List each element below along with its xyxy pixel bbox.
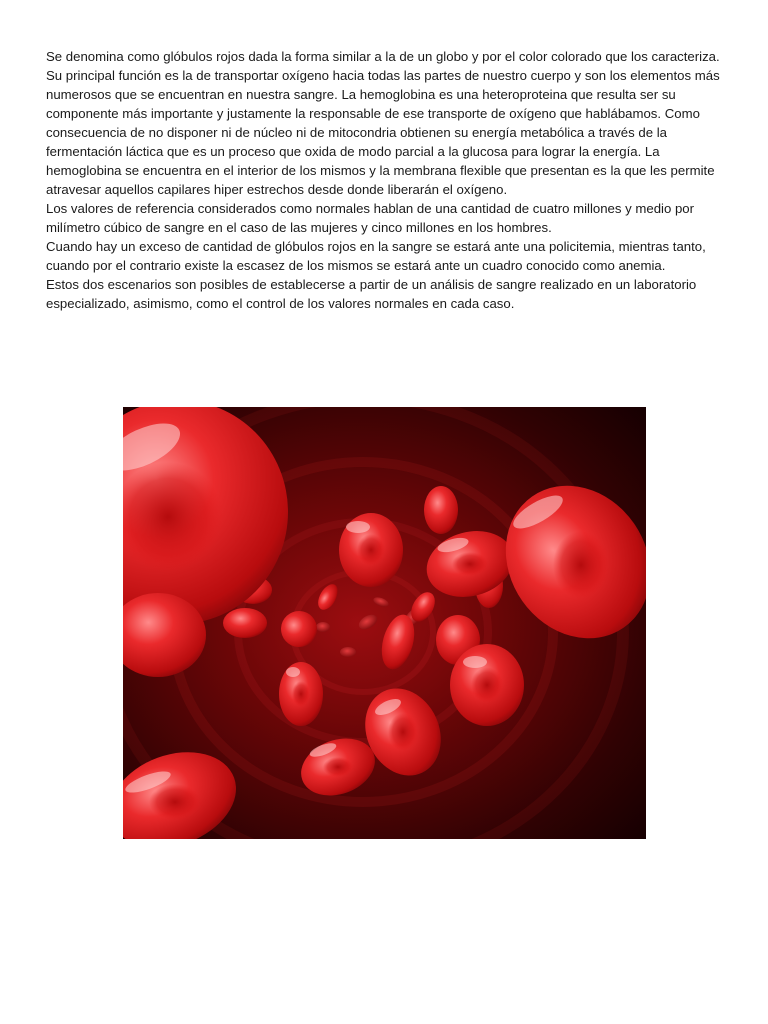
body-text: [46, 47, 726, 313]
paragraph-function: Su principal función es la de transportar oxígeno hacia todas las partes de nuestro cuerpo y son los elementos más numerosos que se encuentran en nuestra sangre. La hemoglobina es una heteroproteina que resulta ser su componente más importante y justamente la responsable de ese transporte de oxígeno que hablábamos. Como consecuencia de no disponer ni de núcleo ni de mitocondria obtienen su energía metabólica a través de la fermentación láctica que es un proceso que oxida de modo parcial a la glucosa para lograr la energía. La hemoglobina se encuentra en el interior de los mismos y la membrana flexible que presentan es la que les permite atravesar aquellos capilares hiper estrechos desde donde liberarán el oxígeno.: [46, 68, 720, 197]
paragraph-analysis: Estos dos escenarios son posibles de establecerse a partir de un análisis de sangre realizado en un laboratorio especializado, asimismo, como el control de los valores normales en cada caso.: [46, 277, 697, 311]
red-blood-cells-image: [123, 407, 646, 839]
paragraph-reference-values: Los valores de referencia considerados como normales hablan de una cantidad de cuatro millones y medio por milímetro cúbico de sangre en el caso de las mujeres y cinco millones en los hombres.: [46, 201, 695, 235]
red-blood-cells-illustration: [123, 407, 646, 839]
paragraph-definition: Se denomina como glóbulos rojos dada la forma similar a la de un globo y por el color colorado que los caracteriza.: [46, 49, 720, 64]
paragraph-policitemia-anemia: Cuando hay un exceso de cantidad de glóbulos rojos en la sangre se estará ante una policitemia, mientras tanto, cuando por el contrario existe la escasez de los mismos se estará ante un cuadro conocido como anemia.: [46, 239, 706, 273]
